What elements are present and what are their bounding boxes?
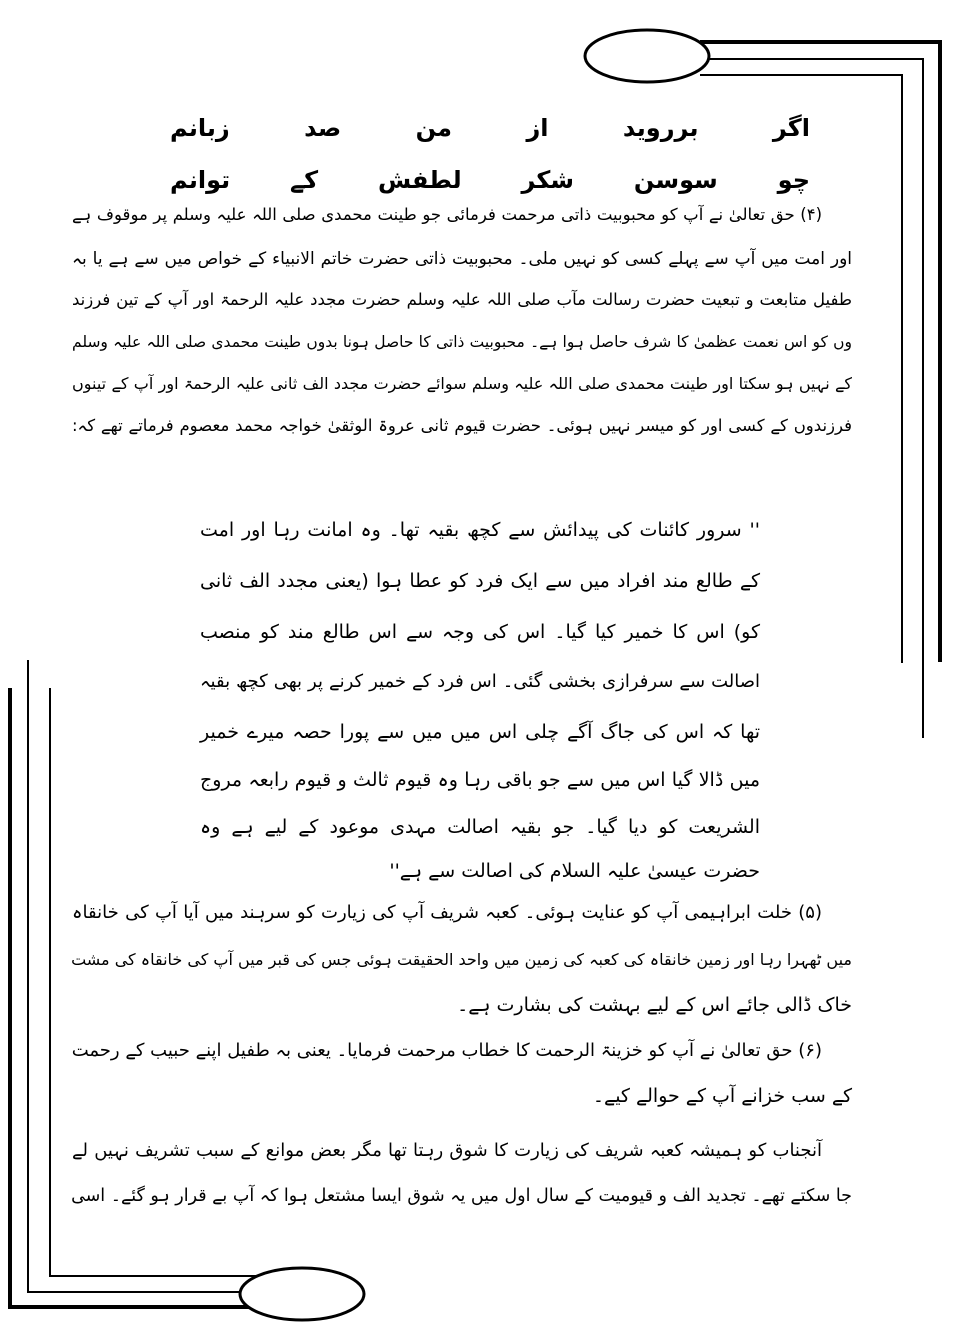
- paragraph-4-line: فرزندوں کے کسی اور کو میسر نہیں ہوئی۔ حضرت قیوم ثانی عروۃ الوثقیٰ خواجہ محمد معصوم فرماتے تھے کہ:: [72, 416, 852, 435]
- paragraph-5-line: (۵) خلت ابراہیمی آپ کو عنایت ہوئی۔ کعبہ شریف آپ کی زیارت کو سرہند میں آیا آپ کی خانقاہ: [72, 902, 822, 923]
- verse-word: برروید: [622, 114, 699, 142]
- verse-line-1: [170, 108, 810, 148]
- paragraph-7-line: آنجناب کو ہمیشہ کعبہ شریف کی زیارت کا شوق رہتا تھا مگر بعض موانع کے سبب تشریف نہیں لے: [72, 1140, 822, 1161]
- paragraph-4-line: کے نہیں ہو سکتا اور طینت محمدی صلی اللہ علیہ وسلم سوائے حضرت مجدد الف ثانی علیہ الرحمۃ اور آپ کے تینوں: [72, 374, 852, 393]
- paragraph-6-line: کے سب خزانے آپ کے حوالے کیے۔: [592, 1085, 852, 1107]
- verse-word: من: [415, 114, 453, 142]
- paragraph-4-line: وں کو اس نعمت عظمیٰ کا شرف حاصل ہوا ہے۔ محبوبیت ذاتی کا حاصل ہونا بدوں طینت محمدی صلی اللہ علیہ وسلم: [72, 333, 852, 351]
- quote-line: کے طالع مند افراد میں سے ایک فرد کو عطا ہوا (یعنی مجدد الف ثانی: [200, 570, 760, 592]
- paragraph-7-line: جا سکتے تھے۔ تجدید الف و قیومیت کے سال اول میں یہ شوق ایسا مشتعل ہوا کہ آپ بے قرار ہو گئے۔ اسی: [71, 1186, 852, 1206]
- verse-word: اگر: [772, 114, 810, 142]
- verse-line-2: [170, 160, 810, 200]
- paragraph-4-line: (۴) حق تعالیٰ نے آپ کو محبوبیت ذاتی مرحمت فرمائی جو طینت محمدی صلی اللہ علیہ وسلم پر موقوف ہے: [72, 205, 822, 224]
- verse-word: لطفش: [377, 166, 462, 194]
- verse-word: زبانم: [170, 114, 230, 142]
- quote-line: میں ڈالا گیا اس میں سے جو باقی رہا وہ قیوم ثالث و قیوم رابعہ مروج: [200, 769, 760, 791]
- paragraph-4-line: اور امت میں آپ سے پہلے کسی کو نہیں ملی۔ محبوبیت ذاتی حضرت خاتم الانبیاء کے خواص میں سے ہے یا بہ: [72, 249, 852, 269]
- quote-line: الشریعت کو دیا گیا۔ جو بقیہ اصالت مہدی موعود کے لیے ہے وہ: [200, 816, 760, 838]
- verse-word: سوسن: [633, 166, 718, 194]
- paragraph-4-line: طفیل متابعت و تبعیت حضرت رسالت مآب صلی اللہ علیہ وسلم حضرت مجدد علیہ الرحمۃ اور آپ کے تین فرزند: [72, 290, 852, 309]
- quote-line: حضرت عیسیٰ علیہ السلام کی اصالت سے ہے'': [389, 860, 760, 882]
- quote-line: کو) اس کا خمیر کیا گیا۔ اس کی وجہ سے اس طالع مند کو منصب: [200, 621, 760, 643]
- verse-word: کے: [290, 166, 319, 194]
- verse-word: شکر: [521, 166, 574, 194]
- quote-line: تھا کہ اس کی جاگ آگے چلی اس میں میں سے پورا حصہ میرے خمیر: [200, 721, 760, 743]
- verse-word: از: [526, 114, 549, 142]
- paragraph-6-line: (۶) حق تعالیٰ نے آپ کو خزینۃ الرحمت کا خطاب مرحمت فرمایا۔ یعنی بہ طفیل اپنے حبیب کے رحمت: [71, 1040, 822, 1061]
- verse-word: چو: [777, 166, 810, 194]
- paragraph-5-line: خاک ڈالی جائے اس کے لیے بہشت کی بشارت ہے۔: [457, 994, 852, 1016]
- ornament-oval-top: [585, 30, 709, 82]
- paragraph-5-line: میں ٹھہرا رہا اور زمین خانقاہ کی کعبہ کی زمین میں واحد الحقیقت ہوئی جس کی قبر میں آپ کی خانقاہ کی مشت: [71, 950, 852, 969]
- ornament-oval-bottom: [240, 1268, 364, 1320]
- verse-word: صد: [304, 114, 342, 142]
- quote-line: '' سرور کائنات کی پیدائش سے کچھ بقیہ تھا۔ وہ امانت رہا اور امت: [200, 519, 760, 541]
- verse-word: توانم: [170, 166, 231, 194]
- quote-line: اصالت سے سرفرازی بخشی گئی۔ اس فرد کے خمیر کرنے پر بھی کچھ بقیہ: [200, 671, 760, 692]
